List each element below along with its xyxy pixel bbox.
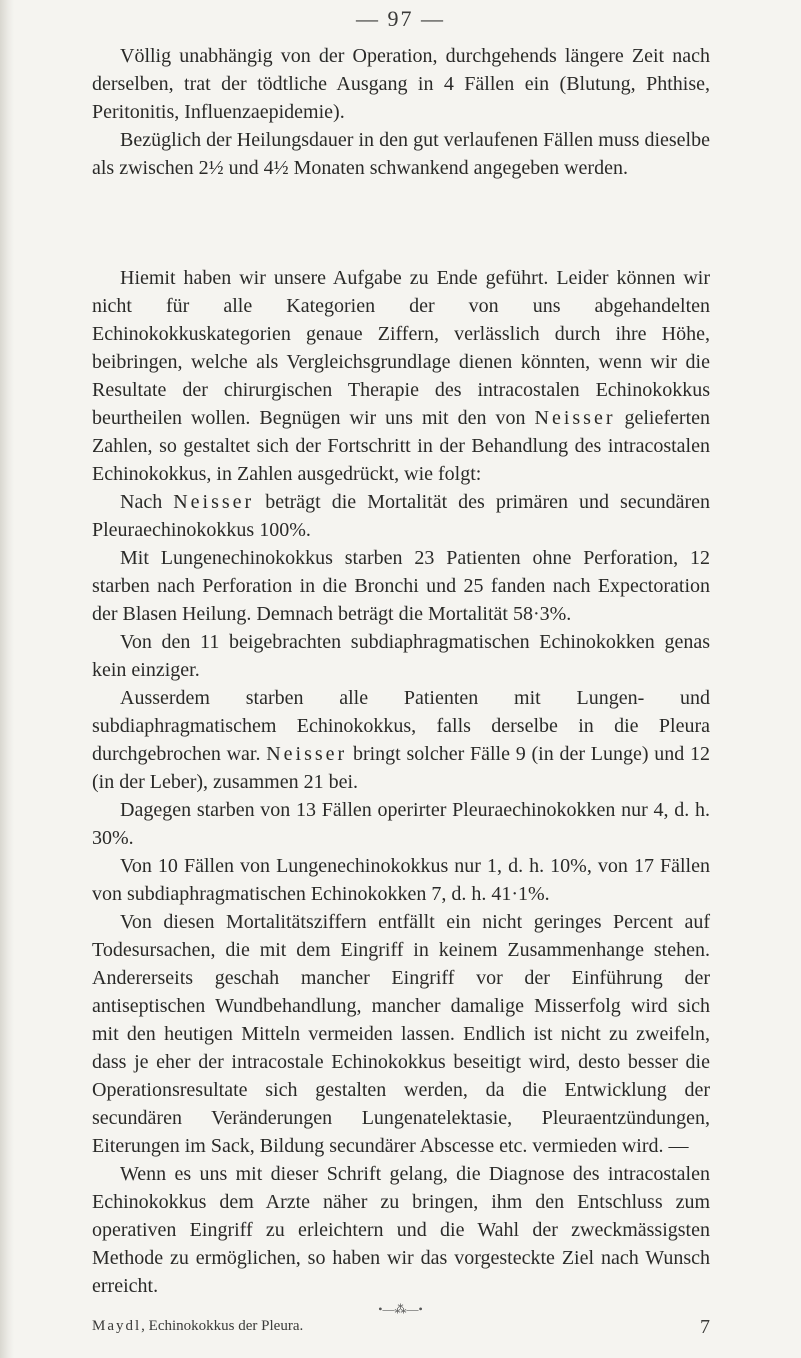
page-number: — 97 — [356,6,445,31]
signature-mark: 7 [700,1316,710,1338]
paragraph-9: Von 10 Fällen von Lungenechinokokkus nur 1, d. h. 10%, von 17 Fällen von subdiaphragmatischen Echinokokken 7, d. h. 41·1%. [92,855,710,905]
paragraph-8: Dagegen starben von 13 Fällen operirter Pleuraechinokokken nur 4, d. h. 30%. [92,799,710,849]
footer-author: Maydl [92,1318,142,1334]
text-run: bringt solcher Fälle 9 (in der Lunge) und 12 (in der Leber), zusammen 21 bei. [92,743,710,793]
text-run: Hiemit haben wir unsere Aufgabe zu Ende geführt. Leider können wir nicht für alle Kategorien der von uns abgehandelten Echinokokkuskategorien genaue Ziffern, verlässlich durch ihre Höhe, beibringen, welche als Vergleichsgrundlage dienen könnten, wenn wir die Resultate der chirurgischen Therapie des intracostalen Echinokokkus beurtheilen wollen. Begnügen wir uns mit den von [92,267,710,429]
footer-title: , Echinokokkus der Pleura. [141,1318,304,1334]
text-run: Nach [120,491,174,513]
footer [92,1316,710,1338]
page-binding-edge [0,0,14,1358]
top-paragraphs [92,42,710,182]
paragraph-11: Wenn es uns mit dieser Schrift gelang, die Diagnose des intracostalen Echinokokkus dem Arzte näher zu bringen, ihm den Entschluss zum operativen Eingriff zu erleichtern und die Wahl der zweckmässigsten Methode zu ermöglichen, so haben wir das vorgesteckte Ziel nach Wunsch erreicht. [92,1163,710,1297]
paragraph-2: Bezüglich der Heilungsdauer in den gut verlaufenen Fällen muss dieselbe als zwischen 2½ und 4½ Monaten schwankend angegeben werden. [92,129,710,179]
end-ornament: •—⁂—• [378,1302,423,1316]
text-run: Ausserdem starben alle Patienten mit Lungen- und subdiaphragmatischem Echinokokkus, falls derselbe in die Pleura durchgebrochen war. [92,687,710,765]
paragraph-6: Von den 11 beigebrachten subdiaphragmatischen Echinokokken genas kein einziger. [92,631,710,681]
paragraph-3 [92,264,710,488]
paragraph-7 [92,684,710,796]
text-run: gelieferten Zahlen, so gestaltet sich der Fortschritt in der Behandlung des intracostalen Echinokokkus, in Zahlen ausgedrückt, wie folgt: [92,407,711,485]
paragraph-1: Völlig unabhängig von der Operation, durchgehends längere Zeit nach derselben, trat der tödtliche Ausgang in 4 Fällen ein (Blutung, Phthise, Peritonitis, Influenzaepidemie). [92,45,710,123]
paragraph-5: Mit Lungenechinokokkus starben 23 Patienten ohne Perforation, 12 starben nach Perforation in die Bronchi und 25 fanden nach Expectoration der Blasen Heilung. Demnach beträgt die Mortalität 58·3%. [92,547,710,625]
author-name: Neisser [173,491,255,513]
paragraph-10: Von diesen Mortalitätsziffern entfällt ein nicht geringes Percent auf Todesursachen, die mit dem Eingriff in keinem Zusammenhange stehen. Andererseits geschah mancher Eingriff vor der Einführung der antiseptischen Wundbehandlung, mancher damalige Misserfolg wird sich mit den heutigen Mitteln vermeiden lassen. Endlich ist nicht zu zweifeln, dass je eher der intracostale Echinokokkus beseitigt wird, desto besser die Operationsresultate sich gestalten werden, da die Entwicklung der secundären Veränderungen Lungenatelektasie, Pleuraentzündungen, Eiterungen im Sack, Bildung secundärer Abscesse etc. vermieden wird. — [92,911,710,1157]
text-run: beträgt die Mortalität des primären und secundären Pleuraechinokokkus 100%. [92,491,710,541]
paragraph-4 [92,488,710,544]
main-paragraphs [92,264,710,1300]
author-name: Neisser [534,407,616,429]
author-name: Neisser [266,743,348,765]
